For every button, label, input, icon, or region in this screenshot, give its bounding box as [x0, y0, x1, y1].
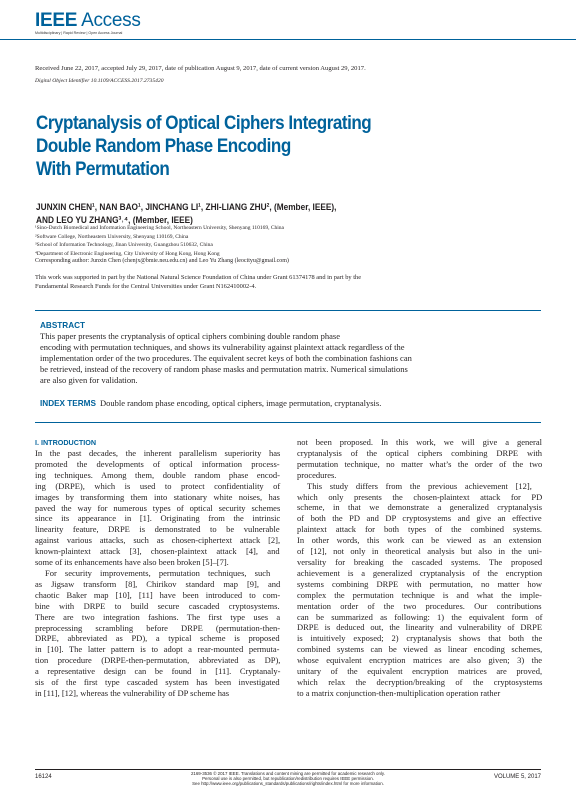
abstract-line: be retrieved, instead of the recovery of random phase masks and permutation matrix. Numerical simulations [40, 364, 408, 374]
copyright-line: 2169-3536 © 2017 IEEE. Translations and content mining are permitted for academic research only. [190, 771, 385, 776]
logo-access: Access [81, 10, 141, 31]
body-text-line: unitary of the equivalent encryption matrices are proved, [297, 666, 543, 677]
body-text-line: in [10]. The latter pattern is to adopt a rear-mounted permuta- [35, 644, 280, 655]
abstract-line: implementation order of the two procedures. The equivalent secret keys of both the combination fashions can [40, 353, 412, 363]
body-text-line: For security improvements, permutation techniques, such [45, 567, 271, 578]
body-text-line: since its appearance in [1]. Originating from the intrinsic [35, 513, 281, 524]
funding-line: This work was supported in part by the National Natural Science Foundation of China under Grant 61374178 and in part by the [35, 274, 362, 281]
doi-line[interactable]: Digital Object Identifier 10.1109/ACCESS.2017.2735420 [35, 78, 164, 84]
funding-line: Fundamental Research Funds for the Central Universities under Grant N162410002-4. [35, 283, 257, 290]
footer-rule [35, 769, 541, 770]
affiliation-2: ²Software College, Northeastern University, Shenyang 110169, China [35, 233, 189, 240]
body-text-line: of [12], not only in theoretical analysis but also in the uni- [297, 546, 542, 557]
body-text-line: against various attacks, such as chosen-ciphertext attack [2], [35, 535, 281, 546]
body-text-line: ing (DRPE), which is used to protect confidentiality of [35, 480, 281, 491]
abstract-bottom-rule [35, 422, 541, 423]
body-text-line: is intuitively exposed; 2) cryptanalysis shows that both the [297, 633, 543, 644]
body-text-line: In other words, this work can be viewed as an extension [297, 535, 542, 546]
body-text-line: systems combining DRPE with permutation, no matter how [297, 578, 543, 589]
body-text-line: DRPE is deduced out, the linearity and vulnerability of DRPE [297, 622, 543, 633]
right-column [297, 437, 542, 699]
author-line: AND LEO YU ZHANG³˒⁴, (Member, IEEE) [36, 214, 193, 225]
body-text-line: procedures. [297, 469, 337, 480]
ieee-access-logo[interactable] [35, 11, 141, 30]
body-text-line: DRPE, abbreviated as PD), a typical scheme is proposed [35, 633, 280, 644]
affiliations [35, 224, 284, 258]
journal-tagline: Multidisciplinary | Rapid Review | Open Access Journal [35, 31, 123, 35]
body-text-line: preprocessing scrambling before DRPE (permutation-then- [35, 622, 281, 633]
body-text-line: complex the permutation technique is and what the imple- [297, 589, 542, 600]
abstract-line: are also given for validation. [40, 375, 138, 385]
funding-note [35, 273, 361, 291]
body-text-line: known-plaintext attack [3], chosen-plaintext attack [4], and [35, 546, 280, 557]
abstract-heading: ABSTRACT [40, 321, 86, 330]
body-text-line: scheme, in that we demonstrate a generalized cryptanalysis [297, 502, 543, 513]
body-text-line: chaotic Baker map [10], [11] have been introduced to com- [35, 589, 281, 600]
copyright-line[interactable]: See http://www.ieee.org/publications_standards/publications/rights/index.html for more information. [192, 781, 384, 787]
body-text-line: as Jigsaw transform [8], Chirikov standard map [9], and [35, 578, 281, 589]
body-text-line: In the past decades, the inherent parallelism superiority has [35, 448, 281, 458]
affiliation-1: ¹Sino-Dutch Biomedical and Information Engineering School, Northeastern University, Shenyang 110169, China [35, 225, 284, 231]
journal-header [0, 0, 576, 40]
body-text-line: cryptanalysis of the optical ciphers combining DRPE with [297, 447, 543, 458]
copyright-line: Personal use is also permitted, but republication/redistribution requires IEEE permission. [202, 776, 374, 782]
index-terms [40, 398, 381, 408]
volume-label: VOLUME 5, 2017 [493, 774, 541, 780]
title-line: With Permutation [36, 158, 170, 180]
corresponding-author: Corresponding author: Junxin Chen (chenjx@bmie.neu.edu.cn) and Leo Yu Zhang (leocityu@gmail.com) [35, 258, 289, 264]
body-text-line: plaintext attack for both types of the combined systems. [297, 524, 543, 535]
body-text-line: of both the PD and DP cryptosystems and give an effective [297, 513, 542, 524]
body-text-line: not been proposed. In this work, we will give a general [297, 437, 542, 447]
body-text-line: This study differs from the previous achievement [12], [307, 480, 532, 491]
body-text-line: some of its enhancements have also been broken [5]–[7]. [35, 557, 229, 568]
section-heading-introduction: I. INTRODUCTION [35, 438, 97, 447]
copyright-notice [150, 771, 426, 787]
author-line: JUNXIN CHEN¹, NAN BAO¹, JINCHANG LI¹, ZHI-LIANG ZHU², (Member, IEEE), [36, 202, 337, 212]
body-text-line: can be summarized as following: 1) the equivalent form of [297, 611, 543, 622]
publication-dates: Received June 22, 2017, accepted July 29, 2017, date of publication August 9, 2017, date of current version August 29, 2017. [35, 65, 366, 72]
body-text-line: permutation technique, no matter what’s the order of the two [297, 458, 543, 469]
body-text-line: which only presents the chosen-plaintext attack for PD [297, 491, 543, 502]
body-text-line: bine with DRPE to build secure cascaded cryptosystems. [35, 600, 280, 611]
body-text-line: in [11], [12], whereas the vulnerability of DP scheme has [35, 687, 230, 698]
body-text-line: combined systems can be viewed as linear encoding schemes, [297, 644, 543, 655]
body-text-line: achievement is a generalized cryptanalysis of the encryption [297, 567, 543, 578]
logo-ieee: IEEE [35, 10, 78, 31]
title-line: Cryptanalysis of Optical Ciphers Integrating [36, 112, 372, 134]
body-text-line: whose equivalent encryption matrices are also given; 3) the [297, 655, 543, 666]
body-text-line: linearity feature, DRPE is demonstrated to be vulnerable [35, 524, 280, 535]
body-text-line: There are two integration fashions. The first type uses a [35, 611, 281, 622]
abstract-top-rule [35, 310, 541, 311]
index-terms-heading: INDEX TERMS [40, 399, 96, 408]
abstract-block [40, 320, 540, 386]
body-text-line: paved the way for numerous types of optical security schemes [35, 502, 281, 513]
body-text-line: mentation order of the two procedures. Our contributions [297, 600, 542, 611]
index-terms-text: Double random phase encoding, optical ciphers, image permutation, cryptanalysis. [99, 398, 382, 408]
paper-title [36, 112, 406, 181]
body-text-line: which relax the decryption/breaking of the cryptosystems [297, 676, 543, 687]
body-text-line: versality for breaking the cascaded systems. The proposed [297, 556, 543, 567]
body-text-line: tion procedure (DRPE-then-permutation, abbreviated as DP), [35, 655, 281, 666]
title-line: Double Random Phase Encoding [36, 135, 291, 157]
body-text-line: images by transforming them into stationary white noises, has [35, 491, 280, 502]
abstract-line [40, 320, 540, 342]
body-text-line: a representative design can be found in [11]. Cryptanaly- [35, 666, 281, 677]
left-column [35, 448, 280, 699]
body-text-line: sis of the first type cascaded system has been investigated [35, 677, 280, 688]
abstract-line: encoding with permutation techniques, and shows its vulnerability against plaintext attack regardless of the [40, 342, 405, 352]
page-number: 16124 [35, 774, 52, 780]
affiliation-4: ⁴Department of Electronic Engineering, City University of Hong Kong, Hong Kong [35, 250, 220, 257]
body-text-line: ing techniques. Among them, double random phase encod- [35, 469, 280, 480]
author-list [36, 201, 336, 226]
body-text-line: promoted the developments of optical information process- [35, 458, 280, 469]
affiliation-3: ³School of Information Technology, Jinan University, Guangzhou 510632, China [35, 242, 213, 249]
abstract-text: This paper presents the cryptanalysis of optical ciphers combining double random phase [40, 331, 341, 341]
body-text-line: to a matrix conjunction-then-multiplication operation rather [297, 687, 501, 698]
